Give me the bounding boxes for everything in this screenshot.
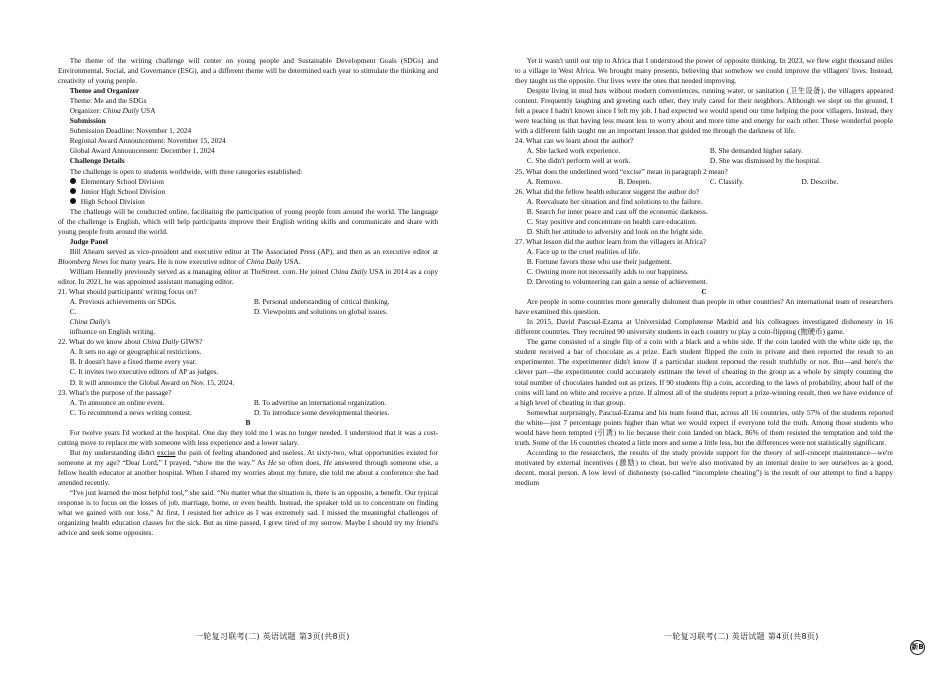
option-a[interactable]: A. Remove. [526,176,563,186]
option-d[interactable]: D. It will announce the Global Award on Nov. 15, 2024. [69,377,235,387]
option-a[interactable]: A. Previous achievements on SDGs. [69,297,177,307]
judge2-paragraph [58,267,438,287]
option-a[interactable]: A. Reevaluate her situation and find solutions to the failure. [526,196,703,206]
details-intro: The challenge is open to students worldwide, with three categories established: [69,166,303,176]
question-21: 21. What should participants' writing focus on? [58,287,197,297]
option-c[interactable]: C. Owning more not necessarily adds to our happiness. [526,266,689,276]
text: USA in 2014 as a copy editor. In 2021, he was appointed assistant managing editor. [58,266,438,287]
option-c[interactable] [70,307,254,337]
text: William Hennelly previously served as a managing editor at TheStreet. com. He joined [69,266,331,276]
option-a[interactable]: A. Face up to the cruel realities of life. [526,246,641,256]
bullet-icon [70,178,76,184]
question-23-options-ab [58,398,438,408]
bullet-label: Junior High School Division [80,186,166,196]
organizer-name: China Daily [102,106,139,116]
right-column [515,56,893,488]
passage-b-paragraph-4: Yet it wasn't until our trip to Africa that I understood the power of opposite thinking. In 2023, we flew eight thousand miles to a village in West Africa. We brought many presents, believing that somehow we could improve the villagers' lives. Instead, they taught us the opposite. Our lives were the ones that needed improving. [515,56,893,86]
heading-submission: Submission [69,116,106,126]
option-c[interactable]: C. It invites two executive editors of AP as judges. [69,367,219,377]
text: answered through someone else, a fellow health educator at another hospital. When I shared my worries about my future, she told me about a conference she had attended recently. [58,457,438,487]
judge1-paragraph [58,247,438,267]
passage-c-paragraph-5: According to the researchers, the results of the study provide support for the theory of self-concept maintenance—we're motivated by external incentives (激励) to cheat, but we're also motivated by an internal desire to see ourselves as a good, decent, moral person. A low level of dishonesty (so-called “incomplete cheating”) is the result of our attempt to find a happy medium [515,447,893,487]
passage-b-paragraph-5: Despite living in mud huts without modern conveniences, running water, or sanitation (卫生设备), the villagers appeared content. Frequently laughing and greeting each other, they truly cared for their neighbors. Although we slept on the ground, I felt a peace I hadn't known since I left my job. I had expected we would spend our time helping the poor villagers. Instead, they were teaching us that having less meant less to worry about and more time and energy for each other. These wonderful people with a different faith taught me an important lesson that guided me through the darkness of life. [515,86,893,136]
option-c[interactable]: C. To recommend a news writing contest. [69,407,192,417]
text: GIWS? [178,337,203,347]
section-b-heading: B [245,417,251,427]
question-27: 27. What lesson did the author learn from the villagers in Africa? [515,236,707,246]
organizer-prefix: Organizer: [69,106,103,116]
bullet-high [58,197,438,207]
option-b[interactable]: B. Personal understanding of critical thinking. [253,297,390,307]
text: influence on English writing. [69,327,156,337]
option-a[interactable]: A. She lacked work experience. [526,146,621,156]
underlined-word: excise [157,447,176,457]
option-d[interactable]: D. Shift her attitude to adversity and look on the bright side. [526,226,704,236]
option-d[interactable]: D. She was dismissed by the hospital. [709,156,821,166]
passage-c-paragraph-1: Are people in some countries more generally dishonest than people in other countries? An international team of researchers have examined this question. [515,297,893,317]
text: Bill Ahearn served as vice-president and executive editor at The Associated Press (AP), and then as an executive editor at [69,246,438,256]
option-b[interactable]: B. Fortune favors those who use their judgement. [526,256,672,266]
deadline-line: Submission Deadline: November 1, 2024 [69,126,192,136]
option-a[interactable]: A. It sets no age or geographical restrictions. [69,347,202,357]
left-column [58,56,438,538]
question-25-options [515,177,893,187]
text: so often does, [276,457,324,467]
text: But my understanding didn't [69,447,158,457]
text-italic: China Daily [246,256,283,266]
text: 22. What do we know about [58,337,143,347]
bullet-icon [70,188,76,194]
option-a[interactable]: A. To announce an online event. [69,397,165,407]
question-25: 25. What does the underlined word “excise” mean in paragraph 2 mean? [515,166,728,176]
organizer-suffix: USA [138,106,156,116]
option-b[interactable]: B. She demanded higher salary. [709,146,803,156]
option-b[interactable]: B. It doesn't have a fixed theme every year. [69,357,197,367]
text-italic: China Daily [330,266,367,276]
passage-c-paragraph-2: In 2015, David Pascual-Ezama at Universidad Complutense Madrid and his colleagues investigated dishonesty in 16 different countries. They recruited 90 university students in each country to play a coin-flipping (抛硬币) game. [515,317,893,337]
intro-paragraph: The theme of the writing challenge will center on young people and Sustainable Development Goals (SDGs) and Environmental, Social, and Governance (ESG), and a different theme will be determined each year to stimulate the thinking and creativity of young people. [58,56,438,86]
organizer-line [58,106,438,116]
text-italic: Bloomberg News [58,256,109,266]
details-paragraph: The challenge will be conducted online, facilitating the participation of young people from around the world. The language of the challenge is English, which will help participants improve their English writing skills and communicate and share with young people from around the world. [58,206,438,236]
question-22 [58,337,438,347]
heading-theme-organizer: Theme and Organizer [69,86,140,96]
option-d[interactable]: D. Devoting to volunteering can gain a sense of achievement. [526,277,708,287]
text: C. [69,307,77,317]
text-italic: He [323,457,333,467]
bullet-label: High School Division [80,196,145,206]
edition-badge: 新B [910,640,925,655]
option-c[interactable]: C. She didn't perform well at work. [526,156,631,166]
text: USA. [282,256,301,266]
heading-judge-panel: Judge Panel [69,236,108,246]
heading-challenge-details: Challenge Details [69,156,125,166]
text-italic: China Daily's [69,317,111,327]
passage-c-paragraph-4: Somewhat surprisingly, Pascual-Ezama and his team found that, across all 16 countries, only 57% of the students reported the white—just 7 percentage points higher than what we would expect if everyone told the truth. Among those students who would have been tempted (引诱) to lie because their coin landed on black, 86% of them resisted the temptation and told the truth. Some of the 16 countries cheated a little more and some a little less, but the differences were not statistically significant. [515,407,893,447]
question-21-options-cd [58,307,438,337]
theme-line: Theme: Me and the SDGs [69,96,147,106]
section-c-heading: C [701,287,707,297]
regional-line: Regional Award Announcement: November 15, 2024 [69,136,226,146]
text-italic: China Daily [142,337,179,347]
option-c[interactable]: C. Stay positive and concentrate on health care education. [526,216,697,226]
question-24: 24. What can we learn about the author? [515,136,634,146]
question-26: 26. What did the fellow health educator suggest the author do? [515,186,700,196]
passage-b-paragraph-1: For twelve years I'd worked at the hospital. One day they told me I was no longer needed. I understood that it was a cost-cutting move to replace me with someone with less experience and a lower salary. [58,427,438,447]
question-23: 23. What's the purpose of the passage? [58,387,172,397]
bullet-icon [70,198,76,204]
option-c[interactable]: C. Classify. [709,176,744,186]
text: the pain of feeling abandoned and useless. At sixty-two, what opportunities existed for someone at my age? “Dear Lord,” I prayed, “show me the way.” As [58,447,438,467]
global-line: Global Award Announcement: December 1, 2024 [69,146,215,156]
option-b[interactable]: B. To advertise an international organization. [253,397,387,407]
passage-b-paragraph-3: “I've just learned the most helpful tool,” she said. “No matter what the situation is, there is an opposite, a benefit. Our typical response is to focus on the losses of job, marriage, home, or even health. Instead, the speaker told us to concentrate on finding what we gained with our loss.” At first, I resisted her advice as I was extremely sad. I missed the meaningful challenges of organizing health education classes for the sick. But as time passed, I grew tired of my sorrow. Maybe I should try my friend's advice and seek some opposites. [58,488,438,538]
bullet-junior [58,187,438,197]
option-b[interactable]: B. Search for inner peace and cast off the economic darkness. [526,206,708,216]
bullet-label: Elementary School Division [80,176,164,186]
option-d[interactable]: D. Viewpoints and solutions on global issues. [253,307,388,317]
option-b[interactable]: B. Deepen. [618,176,652,186]
question-24-options-cd [515,156,893,166]
passage-b-paragraph-2 [58,448,438,488]
option-d[interactable]: D. Describe. [801,176,839,186]
question-24-options-ab [515,146,893,156]
text: for many years. He is now executive editor of [108,256,247,266]
option-d[interactable]: D. To introduce some developmental theories. [253,407,390,417]
text-italic: He [267,457,277,467]
right-page-footer: 一轮复习联考(二) 英语试题 第4页(共8页) [664,632,819,641]
passage-c-paragraph-3: The game consisted of a single flip of a coin with a black and a white side. If the coin landed with the white side up, the student received a bar of chocolate as a prize. Each student flipped the coin in private and then reported the result to an experimenter. The experimenter didn't know if a particular student reported the result truthfully or not. But—and here's the clever part—the experimenter could accurately estimate the level of cheating in the group as a whole by simply counting the total number of chocolates handed out as prizes. If 90 students flip a coin, according to the laws of probability, about half of the coins will land on white and receive a prize. If almost all of the students report a prize-winning result, then we have evidence of a high level of cheating in that group. [515,337,893,407]
bullet-elementary [58,177,438,187]
left-page-footer: 一轮复习联考(二) 英语试题 第3页(共8页) [195,632,350,641]
question-23-options-cd [58,408,438,418]
question-21-options-ab [58,297,438,307]
